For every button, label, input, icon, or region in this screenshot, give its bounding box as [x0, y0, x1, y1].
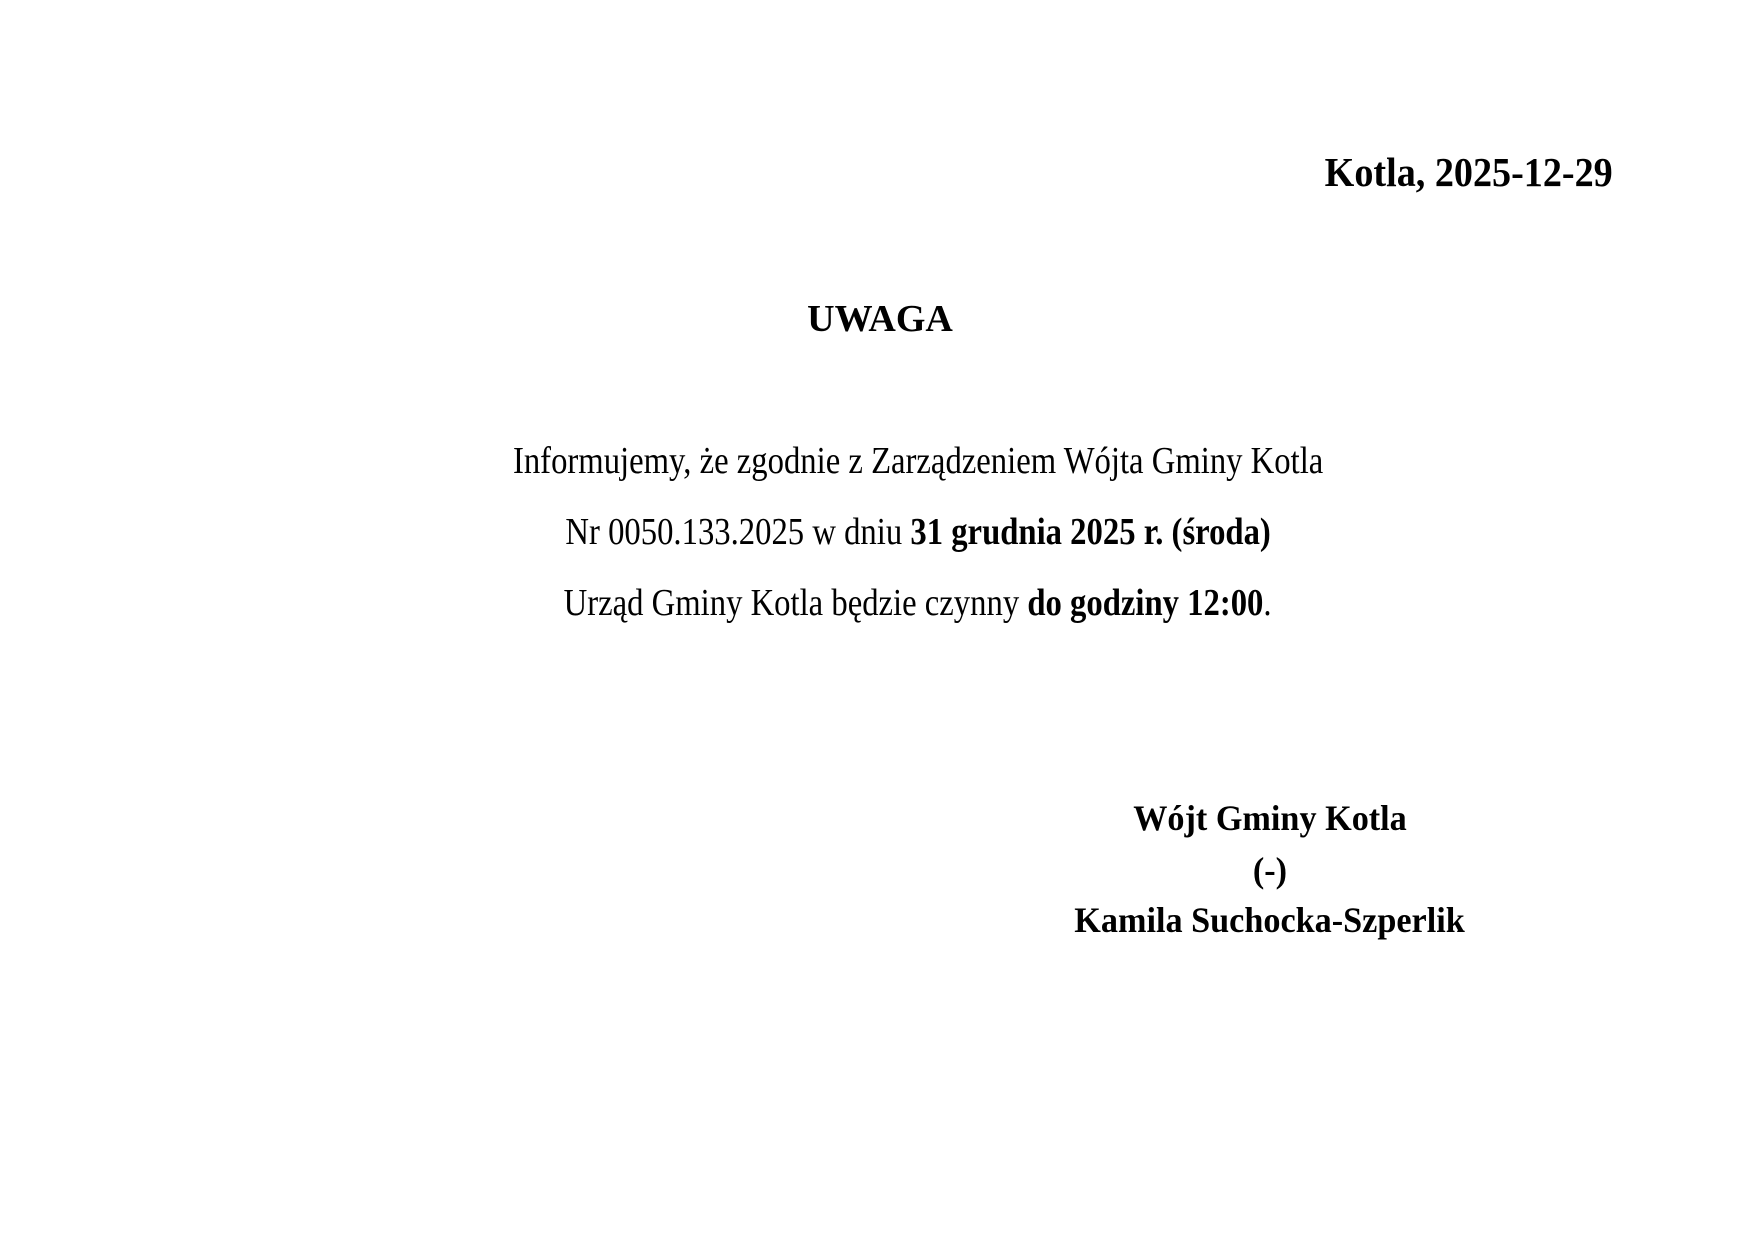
place-and-date-text: Kotla, 2025-12-29: [1324, 149, 1613, 195]
signature-name-text: Kamila Suchocka-Szperlik: [1074, 900, 1466, 940]
notice-title: [0, 300, 1755, 338]
body-line-3: [0, 584, 1755, 622]
signature-mark: [1000, 852, 1540, 888]
body-line-3-content: [564, 584, 1272, 622]
closing-date-text: 31 grudnia 2025 r. (środa): [910, 511, 1271, 553]
body-line-2-content: [565, 513, 1270, 551]
body-line-1: [0, 442, 1755, 480]
notice-title-text: UWAGA: [807, 298, 953, 340]
office-open-text: Urząd Gminy Kotla będzie czynny: [564, 582, 1028, 624]
signature-mark-text: (-): [1252, 850, 1288, 890]
period-text: .: [1263, 582, 1272, 624]
order-number-text: Nr 0050.133.2025 w dniu: [565, 511, 911, 553]
place-and-date: [1303, 149, 1613, 195]
body-line-2: [0, 513, 1755, 551]
signature-position-text: Wójt Gminy Kotla: [1133, 798, 1407, 838]
closing-hour-text: do godziny 12:00: [1027, 582, 1264, 624]
signature-name: [1000, 902, 1540, 938]
signature-position: [1000, 800, 1540, 836]
body-line-1-text: Informujemy, że zgodnie z Zarządzeniem Wójta Gminy Kotla: [512, 440, 1324, 482]
